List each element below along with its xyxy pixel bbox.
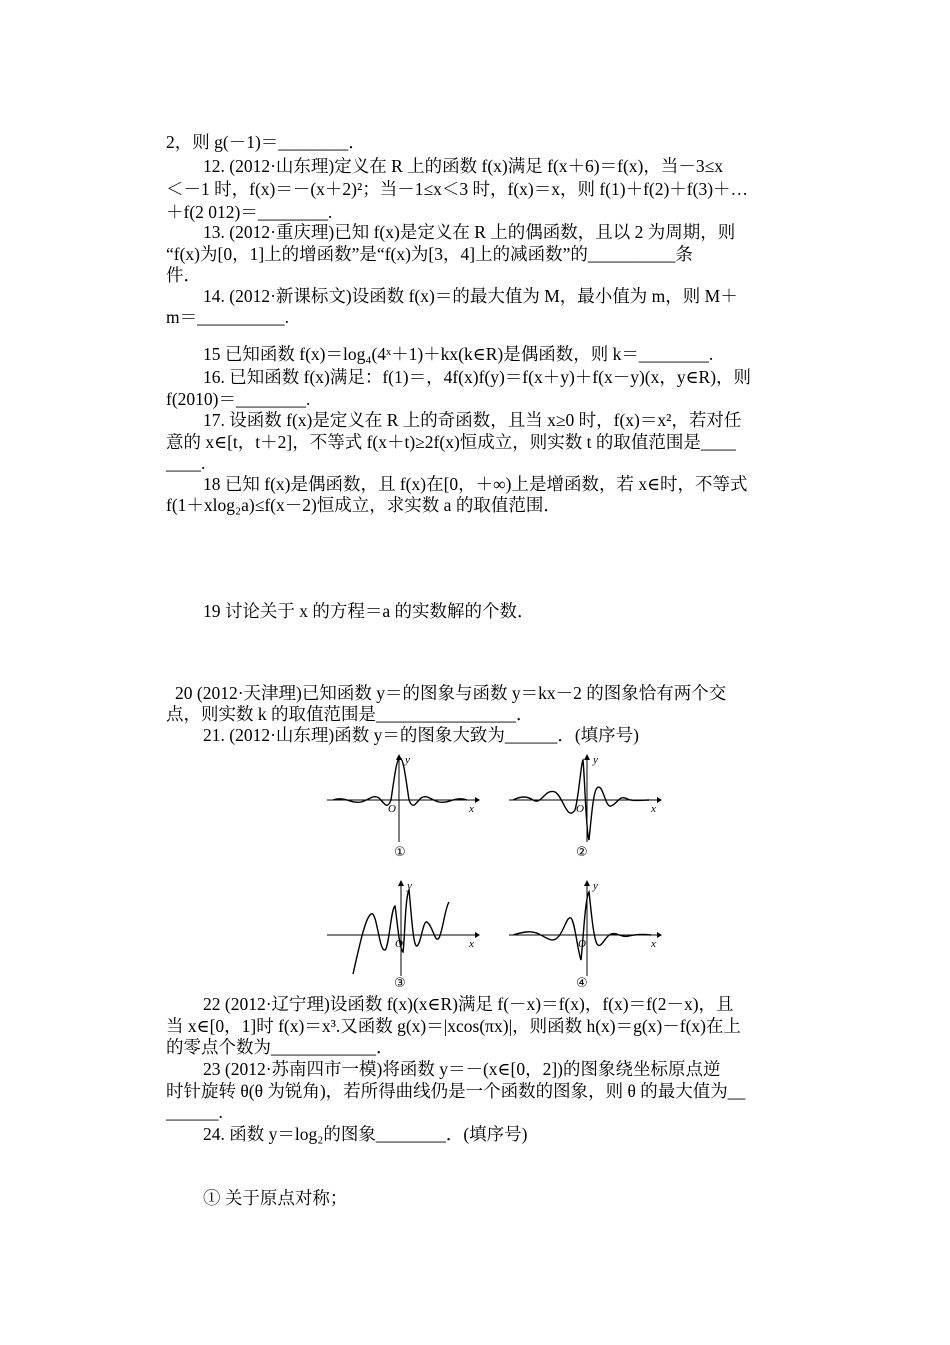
problem-16-line-1: 16. 已知函数 f(x)满足：f(1)＝，4f(x)f(y)＝f(x＋y)＋f(x－y)(x，y∈R)，则 — [203, 367, 752, 387]
problem-17-line-3: ____. — [166, 453, 206, 473]
problem-18-line-1: 18 已知 f(x)是偶函数，且 f(x)在[0，＋∞)上是增函数，若 x∈时，不等式 — [203, 474, 748, 494]
problem-12-line-1: 12. (2012·山东理)定义在 R 上的函数 f(x)满足 f(x＋6)＝f(x)，当－3≤x — [203, 156, 723, 176]
origin-label: O — [576, 803, 584, 815]
graph-caption-3: ③ — [394, 976, 406, 991]
problem-13-line-1: 13. (2012·重庆理)已知 f(x)是定义在 R 上的偶函数，且以 2 为周期，则 — [203, 222, 736, 242]
problem-23-line-2: 时针旋转 θ(θ 为锐角)，若所得曲线仍是一个函数的图象，则 θ 的最大值为__ — [166, 1081, 746, 1101]
problem-15-line: 15 已知函数 f(x)＝log₄(4ˣ＋1)＋kx(k∈R)是偶函数，则 k＝________. — [203, 344, 714, 364]
y-axis-label: y — [593, 880, 598, 892]
x-axis-label: x — [469, 938, 474, 950]
problem-12-line-2: ＜－1 时，f(x)＝－(x＋2)²；当－1≤x＜3 时，f(x)＝x，则 f(1)＋f(2)＋f(3)＋… — [166, 179, 749, 199]
problem-23-line-1: 23 (2012·苏南四市一模)将函数 y＝－(x∈[0，2])的图象绕坐标原点逆 — [203, 1059, 721, 1079]
problem-20-line-1: 20 (2012·天津理)已知函数 y＝的图象与函数 y＝kx－2 的图象恰有两个交 — [175, 683, 727, 703]
problem-22-line-3: 的零点个数为____________． — [166, 1037, 394, 1057]
y-axis-label: y — [407, 880, 412, 892]
problem-13-line-2: “f(x)为[0，1]上的增函数”是“f(x)为[3，4]上的减函数”的__________条 — [166, 244, 693, 264]
graph-option-4 — [507, 878, 662, 978]
problem-14-line-2: m＝__________. — [166, 307, 289, 327]
problem-17-line-1: 17. 设函数 f(x)是定义在 R 上的奇函数，且当 x≥0 时，f(x)＝x²，若对任 — [203, 410, 742, 430]
problem-14-line-1: 14. (2012·新课标文)设函数 f(x)＝的最大值为 M，最小值为 m，则 M＋ — [203, 286, 738, 306]
graph-option-3 — [325, 878, 480, 978]
problem-24-option-1: ① 关于原点对称； — [203, 1188, 348, 1208]
problem-22-line-1: 22 (2012·辽宁理)设函数 f(x)(x∈R)满足 f(－x)＝f(x)，f(x)＝f(2－x)，且 — [203, 994, 734, 1014]
problem-20-line-2: 点，则实数 k 的取值范围是________________． — [166, 704, 534, 724]
problem-21-line: 21. (2012·山东理)函数 y＝的图象大致为______．(填序号) — [203, 725, 640, 745]
problem-23-line-3: ______. — [166, 1102, 223, 1122]
graph-caption-1: ① — [394, 845, 406, 860]
text-line-1: 2，则 g(－1)＝________． — [166, 132, 366, 152]
problem-17-line-2: 意的 x∈[t，t＋2]，不等式 f(x＋t)≥2f(x)恒成立，则实数 t 的取值范围是____ — [166, 432, 736, 452]
x-axis-label: x — [651, 803, 656, 815]
origin-label: O — [578, 938, 586, 950]
problem-19-line: 19 讨论关于 x 的方程＝a 的实数解的个数． — [203, 601, 535, 621]
graph-option-1 — [325, 752, 480, 847]
problem-24-line: 24. 函数 y＝log₂的图象________．(填序号) — [203, 1124, 528, 1144]
problem-18-line-2: f(1＋xlog₂a)≤f(x－2)恒成立，求实数 a 的取值范围． — [166, 495, 561, 515]
x-axis-label: x — [469, 803, 474, 815]
problem-16-line-2: f(2010)＝________. — [166, 389, 311, 409]
graph-caption-4: ④ — [576, 976, 588, 991]
problem-13-line-3: 件． — [166, 265, 201, 285]
y-axis-label: y — [405, 754, 410, 766]
problem-12-line-3: ＋f(2 012)＝________. — [166, 202, 333, 222]
y-axis-label: y — [593, 754, 598, 766]
origin-label: O — [388, 803, 396, 815]
origin-label: O — [395, 938, 403, 950]
x-axis-label: x — [651, 938, 656, 950]
graph-caption-2: ② — [576, 845, 588, 860]
graph-option-2 — [507, 752, 662, 847]
problem-22-line-2: 当 x∈[0，1]时 f(x)＝x³.又函数 g(x)＝|xcos(πx)|，则函数 h(x)＝g(x)－f(x)在上 — [166, 1016, 741, 1036]
